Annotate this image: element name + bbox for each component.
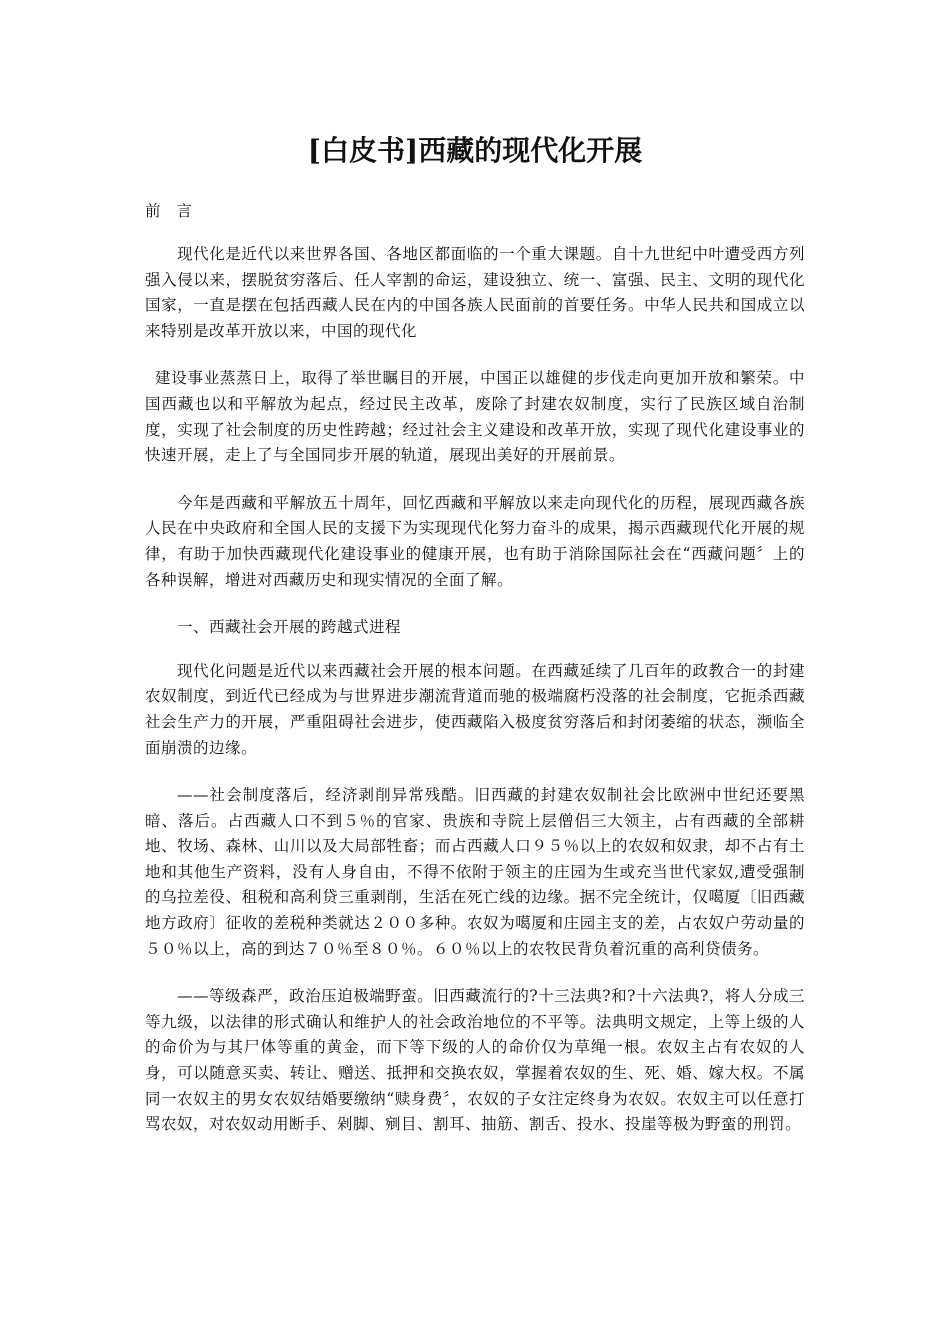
section-heading: 一、西藏社会开展的跨越式进程 — [177, 618, 402, 637]
document-title: [白皮书]西藏的现代化开展 — [307, 134, 643, 167]
paragraph: ——社会制度落后，经济剥削异常残酷。旧西藏的封建农奴制社会比欧洲中世纪还要黑暗、落后。占西藏人口不到５％的官家、贵族和寺院上层僧侣三大领主，占有西藏的全部耕地、牧场、森林、山川以及大局部牲畜；而占西藏人口９５％以上的农奴和奴隶，却不占有土地和其他生产资料，没有人身自由，不得不依附于领主的庄园为生或充当世代家奴,遭受强制的乌拉差役、租税和高利贷三重剥削，生活在死亡线的边缘。据不完全统计，仅噶厦〔旧西藏地方政府〕征收的差税种类就达２００多种。农奴为噶厦和庄园主支的差，占农奴户劳动量的５０％以上，高的到达７０％至８０％。６０％以上的农牧民背负着沉重的高利贷债务。 — [145, 786, 805, 958]
section-label-preface: 前言 — [145, 202, 209, 220]
paragraph: ——等级森严，政治压迫极端野蛮。旧西藏流行的?十三法典?和?十六法典?，将人分成三等九级，以法律的形式确认和维护人的社会政治地位的不平等。法典明文规定，上等上级的人的命价为与其尸体等重的黄金，而下等下级的人的命价仅为草绳一根。农奴主占有农奴的人身，可以随意买卖、转让、赠送、抵押和交换农奴，掌握着农奴的生、死、婚、嫁大权。不属同一农奴主的男女农奴结婚要缴纳“赎身费〞，农奴的子女注定终身为农奴。农奴主可以任意打骂农奴，对农奴动用断手、剁脚、剜目、割耳、抽筋、割舌、投水、投崖等极为野蛮的刑罚。 — [145, 987, 805, 1134]
paragraph: 现代化问题是近代以来西藏社会开展的根本问题。在西藏延续了几百年的政教合一的封建农奴制度，到近代已经成为与世界进步潮流背道而驰的极端腐朽没落的社会制度，它扼杀西藏社会生产力的开展，严重阻碍社会进步，使西藏陷入极度贫穷落后和封闭萎缩的状态，濒临全面崩溃的边缘。 — [145, 661, 805, 757]
paragraph: 今年是西藏和平解放五十周年，回忆西藏和平解放以来走向现代化的历程，展现西藏各族人民在中央政府和全国人民的支援下为实现现代化努力奋斗的成果，揭示西藏现代化开展的规律，有助于加快西藏现代化建设事业的健康开展，也有助于消除国际社会在“西藏问题〞上的各种误解，增进对西藏历史和现实情况的全面了解。 — [145, 493, 805, 589]
paragraph: 建设事业蒸蒸日上，取得了举世瞩目的开展，中国正以雄健的步伐走向更加开放和繁荣。中国西藏也以和平解放为起点，经过民主改革，废除了封建农奴制度，实行了民族区域自治制度，实现了社会制度的历史性跨越；经过社会主义建设和改革开放，实现了现代化建设事业的快速开展，走上了与全国同步开展的轨道，展现出美好的开展前景。 — [145, 369, 805, 465]
document-body — [145, 242, 805, 1160]
paragraph: 现代化是近代以来世界各国、各地区都面临的一个重大课题。自十九世纪中叶遭受西方列强入侵以来，摆脱贫穷落后、任人宰割的命运，建设独立、统一、富强、民主、文明的现代化国家，一直是摆在包括西藏人民在内的中国各族人民面前的首要任务。中华人民共和国成立以来特别是改革开放以来，中国的现代化 — [145, 245, 805, 340]
